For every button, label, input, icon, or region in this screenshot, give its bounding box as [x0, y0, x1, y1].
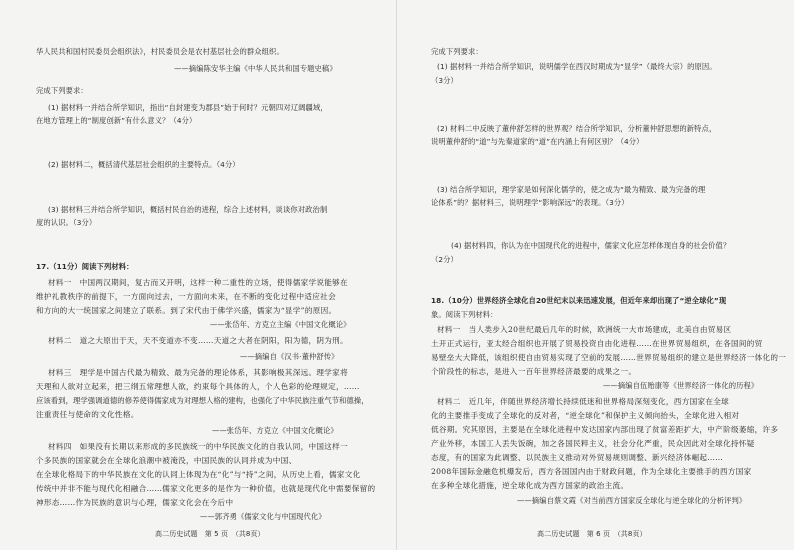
- text-line: 象。阅读下列材料：: [431, 310, 498, 319]
- source-citation: ——摘编自伍贻康等《世界经济一体化的历程》: [603, 381, 759, 390]
- question-item: （2分）: [431, 255, 458, 264]
- material-text: 土开正式运行，亚太经合组织也开展了贸易投资自由化进程……在世界贸易组织，在各国间的贸: [431, 339, 763, 348]
- source-citation: ——张岱年、方克立主编《中国文化概论》: [210, 320, 351, 329]
- material-text: 注重责任与使命的文化性格。: [36, 410, 139, 419]
- material-text: 应该看到，理学强调道德的修养使得儒家成为对理想人格的建构，也强化了中华民族注重气节和德操，: [36, 396, 369, 405]
- material-text: 2008年国际金融危机爆发后，西方各国国内由于财政问题，作为全球化主要推手的西方国家: [431, 467, 752, 476]
- text-line: 完成下列要求：: [431, 47, 483, 56]
- material-text: 在多种全球化措施，逆全球化成为西方国家的政治主流。: [431, 481, 629, 490]
- material-text: 化的主要推手变成了全球化的反对者，“逆全球化”和保护主义倾向抬头，全球化进入相对: [431, 411, 740, 420]
- material-text: 维护礼教秩序的前提下，一方面向过去，一方面向未来，在不断的变化过程中适应社会: [36, 292, 336, 301]
- question-item: (1) 据材料一并结合所学知识，说明儒学在西汉时期成为“显学”（最终大宗）的原因。: [437, 62, 717, 71]
- question-item: (3) 据材料三并结合所学知识，概括村民自治的进程，综合上述材料，谈谈你对政治制: [48, 205, 328, 214]
- question-item: (1) 据材料一并结合所学知识，指出“自封建变为郡县”始于何时？元朝四对辽阔疆域，: [48, 103, 328, 112]
- question-item: （3分）: [431, 76, 458, 85]
- material-text: 易壁垒大大降低，该组织使自由贸易实现了空前的发展……世界贸易组织的建立是世界经济一体化的一: [431, 353, 787, 362]
- material-text: 和方向的大一统国家之间建立了联系。到了宋代由于佛学兴盛，儒家为“显学”的原因。: [36, 306, 337, 315]
- material-text: 个多民族的国家就会在全球化浪潮中被淹没，中国民族的认同并成为中国、: [36, 456, 297, 465]
- question-item: 在地方管理上的“制度创新”有什么意义？（4分）: [36, 116, 197, 125]
- text-line: 华人民共和国村民委员会组织法》，村民委员会是农村基层社会的群众组织。: [36, 47, 284, 56]
- source-citation: ——摘编自蔡文霞《对当前西方国家反全球化与逆全球化的分析评判》: [517, 496, 747, 505]
- material-text: 个阶段性的标志，是进入一百年世界经济最要的成果之一。: [431, 367, 637, 376]
- material-text: 在全球化格局下的中华民族在文化的认同上体现为在“化”与“持”之间，从历史上看，儒家文化: [36, 470, 361, 479]
- right-page: [397, 0, 794, 550]
- material-text: 材料二 道之大原出于天，天不变道亦不变……天道之大者在阴阳，阳为德，阴为刑。: [48, 336, 348, 345]
- question-heading: 17.（11分）阅读下列材料：: [36, 262, 134, 271]
- source-citation: ——张岱年、方克立《中国文化概论》: [212, 426, 338, 435]
- page-footer: 高二历史试题 第 6 页 （共8页）: [537, 530, 647, 538]
- source-citation: ——摘编陈安华主编《中华人民共和国专题史稿》: [174, 64, 337, 73]
- question-item: (3) 结合所学知识，理学家是如何深化儒学的，使之成为“最为精致、最为完备的理: [437, 185, 706, 194]
- question-heading: 18.（10分）世界经济全球化自20世纪末以来迅速发展，但近年来却出现了“逆全球化”现: [431, 296, 727, 305]
- material-text: 材料三 理学是中国古代最为精致、最为完备的理论体系，其影响极其深远。理学家将: [48, 368, 348, 377]
- material-text: 神形态……作为民族的意识与心理，儒家文化会在今后中: [36, 498, 234, 507]
- material-text: 传统中并非不能与现代化相融合……儒家文化更多的是作为一种价值，也就是现代化中需要保留的: [36, 484, 376, 493]
- question-item: (4) 据材料四，你认为在中国现代化的进程中，儒家文化应怎样体现自身的社会价值？: [451, 241, 731, 250]
- source-citation: ——摘编自《汉书·董仲舒传》: [240, 352, 339, 361]
- question-item: (2) 据材料二，概括清代基层社会组织的主要特点。（4分）: [48, 160, 240, 169]
- material-text: 材料二 近几年，伴随世界经济增长持续低迷和世界格局深刻变化，西方国家在全球: [437, 397, 730, 406]
- text-line: 完成下列要求：: [36, 86, 88, 95]
- material-text: 低谷期。究其原因，主要是在全球化进程中发达国家内部出现了贫富差距扩大，中产阶级萎缩，许多: [431, 425, 779, 434]
- material-text: 天理和人欲对立起来，把三纲五常理想人欲，约束每个具体的人，个人色彩的伦理规定，……: [36, 382, 360, 391]
- material-text: 态度，有的国家为此调整、以民族主义推动对外贸易规则调整、新兴经济体崛起……: [431, 453, 724, 462]
- question-item: 度的认识。（3分）: [36, 218, 97, 227]
- page-footer: 高二历史试题 第 5 页 （共8页）: [155, 530, 265, 538]
- material-text: 产业外移，本国工人丢失饭碗，加之各国民粹主义，社会分化严重，民众因此对全球化持怀疑: [431, 439, 755, 448]
- question-item: 说明董仲舒的“道”与先秦道家的“道”在内涵上有何区别？（4分）: [431, 137, 644, 146]
- source-citation: ——郭齐勇《儒家文化与中国现代化》: [200, 512, 326, 521]
- material-text: 材料一 当人类步入20世纪最后几年的时候，欧洲统一大市场建成，北美自由贸易区: [437, 325, 732, 334]
- material-text: 材料一 中国两汉期间，复古而又开明，这样一种二重性的立场，使得儒家学说能够在: [48, 278, 348, 287]
- question-item: 论体系”的？据材料三，说明理学“影响深远”的表现。（3分）: [431, 198, 629, 207]
- question-item: (2) 材料二中反映了董仲舒怎样的世界观？结合所学知识，分析董仲舒思想的新特点，: [437, 124, 717, 133]
- material-text: 材料四 如果没有长期以来形成的多民族统一的中华民族文化的自我认同，中国这样一: [48, 442, 348, 451]
